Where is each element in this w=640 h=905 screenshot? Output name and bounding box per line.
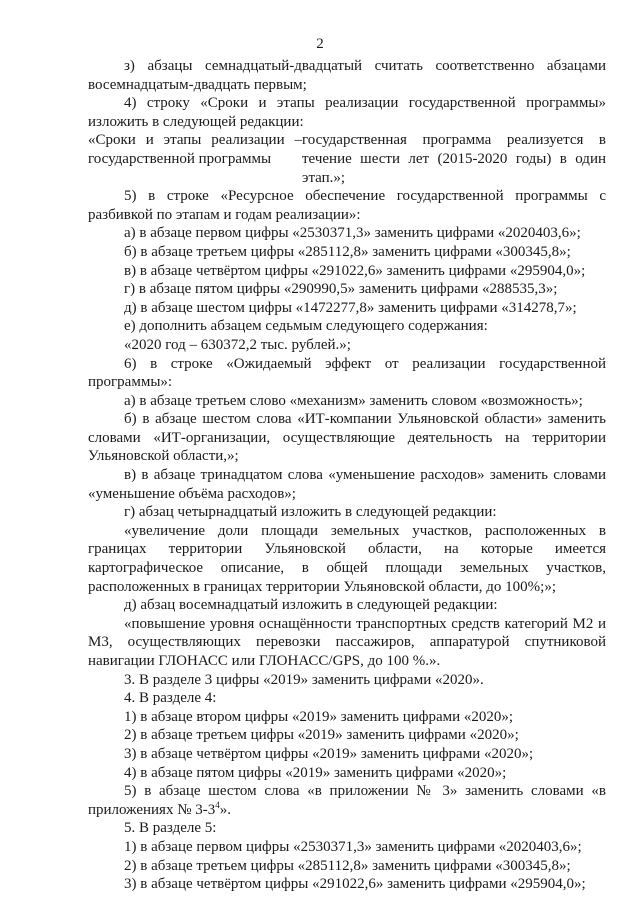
paragraph: 3) в абзаце четвёртом цифры «291022,6» заменить цифрами «295904,0»; — [124, 876, 586, 893]
paragraph: б) в абзаце третьем цифры «285112,8» заменить цифрами «300345,8»; — [124, 243, 571, 260]
paragraph: «увеличение доли площади земельных участков, расположенных в границах территории Ульяновской области, на которые имеется картографическое описание, в общей площади земельных участков, расположенных в границах территории Ульяновской области, до 100%;»; — [88, 522, 606, 595]
paragraph-text: 5) в абзаце шестом слова «в приложении № 3» заменить словами «в приложениях № 3-3 — [88, 783, 606, 818]
row-value: государственная программа реализуется в течение шести лет (2015-2020 годы) в один этап.»; — [302, 132, 606, 186]
paragraph: а) в абзаце первом цифры «2530371,3» заменить цифрами «2020403,6»; — [124, 225, 581, 242]
paragraph: 3) в абзаце четвёртом цифры «2019» заменить цифрами «2020»; — [124, 745, 534, 762]
paragraph: 1) в абзаце первом цифры «2530371,3» заменить цифрами «2020403,6»; — [124, 838, 582, 855]
paragraph: 4) в абзаце пятом цифры «2019» заменить цифрами «2020»; — [124, 764, 507, 781]
paragraph: в) в абзаце тринадцатом слова «уменьшение расходов» заменить словами «уменьшение объёма расходов»; — [88, 467, 606, 502]
paragraph-list — [88, 187, 606, 782]
paragraph: 4. В разделе 4: — [124, 690, 217, 707]
page-number: 2 — [316, 36, 324, 52]
paragraph-with-superscript — [88, 782, 606, 819]
paragraph: г) абзац четырнадцатый изложить в следующей редакции: — [124, 504, 497, 521]
paragraph: 5. В разделе 5: — [124, 820, 217, 837]
row-label: «Сроки и этапы реализации – государственной программы — [88, 132, 302, 167]
paragraph: е) дополнить абзацем седьмым следующего содержания: — [124, 318, 488, 335]
paragraph: в) в абзаце четвёртом цифры «291022,6» заменить цифрами «295904,0»; — [124, 262, 586, 279]
paragraph: 2) в абзаце третьем цифры «285112,8» заменить цифрами «300345,8»; — [124, 857, 571, 874]
document-body — [88, 57, 606, 894]
superscript: 4 — [215, 799, 220, 810]
program-timing-row — [88, 131, 606, 187]
paragraph: 4) строку «Сроки и этапы реализации государственной программы» изложить в следующей редакции: — [88, 95, 606, 130]
paragraph-text: ». — [219, 801, 232, 818]
paragraph: з) абзацы семнадцатый-двадцатый считать соответственно абзацами восемнадцатым-двадцать первым; — [88, 58, 606, 93]
paragraph: 5) в строке «Ресурсное обеспечение государственной программы с разбивкой по этапам и годам реализации»: — [88, 188, 606, 223]
paragraph: а) в абзаце третьем слово «механизм» заменить словом «возможность»; — [124, 392, 583, 409]
paragraph: 2) в абзаце третьем цифры «2019» заменить цифрами «2020»; — [124, 727, 519, 744]
paragraph: б) в абзаце шестом слова «ИТ-компании Ульяновской области» заменить словами «ИТ-организации, осуществляющие деятельность на территории Ульяновской области,»; — [88, 411, 606, 465]
paragraph: д) абзац восемнадцатый изложить в следующей редакции: — [124, 597, 498, 614]
paragraph: «2020 год – 630372,2 тыс. рублей.»; — [124, 336, 351, 353]
paragraph: «повышение уровня оснащённости транспортных средств категорий М2 и М3, осуществляющих перевозки пассажиров, аппаратурой спутниковой навигации ГЛОНАСС или ГЛОНАСС/GPS, до 100 %.». — [88, 615, 606, 669]
paragraph: д) в абзаце шестом цифры «1472277,8» заменить цифрами «314278,7»; — [124, 299, 577, 316]
paragraph: 1) в абзаце втором цифры «2019» заменить цифрами «2020»; — [124, 708, 514, 725]
paragraph: 6) в строке «Ожидаемый эффект от реализации государственной программы»: — [88, 355, 606, 391]
paragraph: г) в абзаце пятом цифры «290990,5» заменить цифрами «288535,3»; — [124, 281, 558, 298]
paragraph: 3. В разделе 3 цифры «2019» заменить цифрами «2020». — [124, 671, 484, 688]
